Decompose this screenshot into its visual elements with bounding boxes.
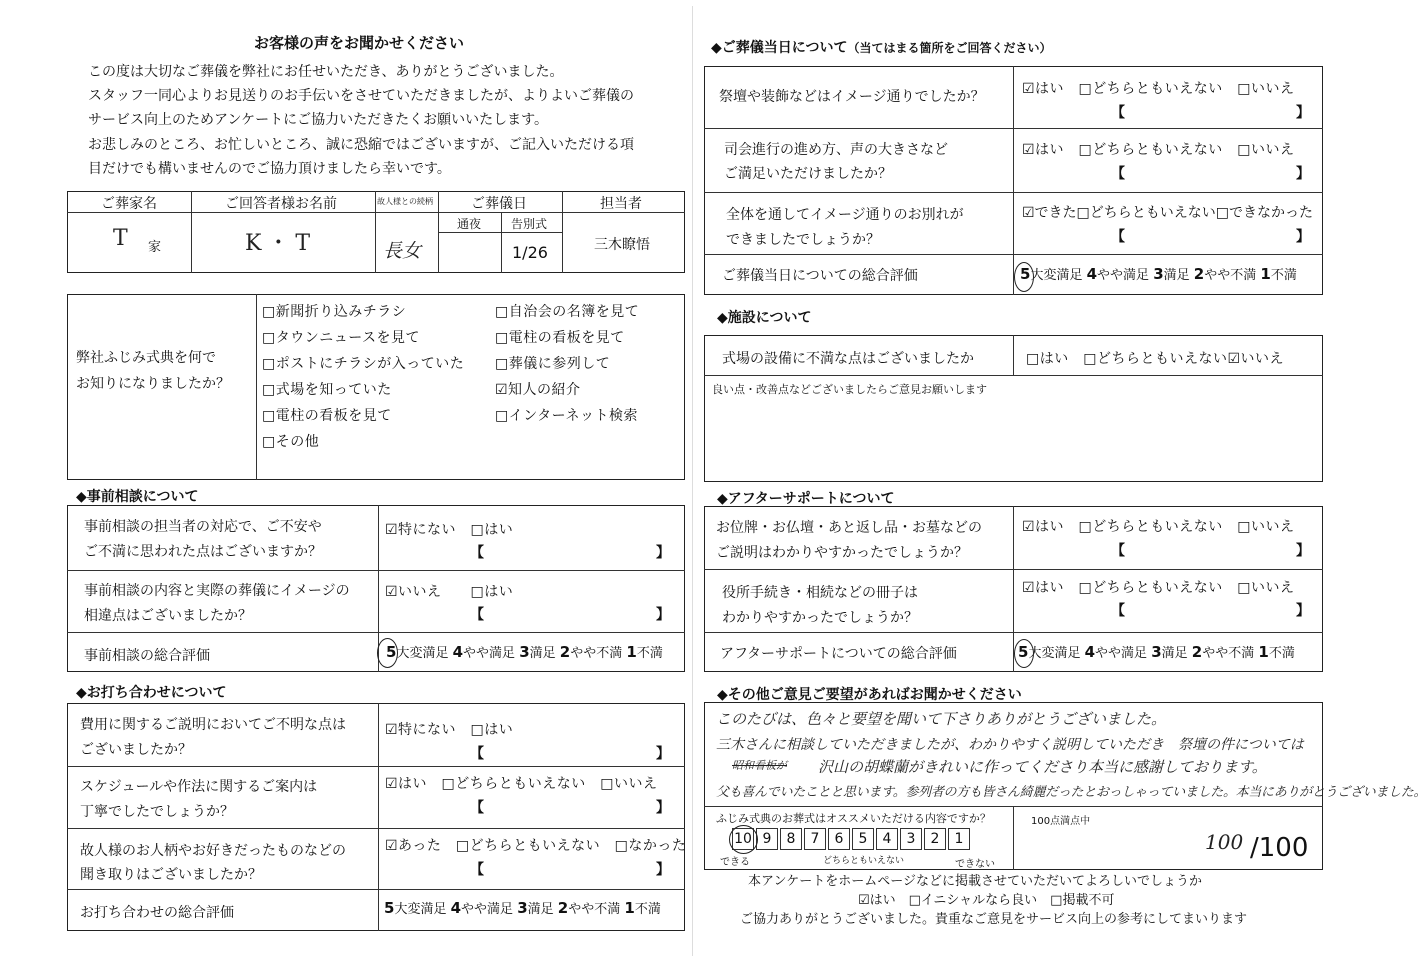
after-q2-options[interactable]: ☑はい □どちらともいえない □いいえ [1022, 580, 1295, 596]
day-q2: ご満足いただけましたか？ [724, 166, 892, 182]
score-label: 100点満点中 [1031, 816, 1091, 827]
relation-header: 故人様との続柄 [377, 197, 433, 206]
after-q2-comment-close: 】 [1296, 603, 1310, 619]
source-option[interactable]: □式場を知っていた [262, 382, 392, 398]
pre-rating-circle [377, 638, 398, 668]
meeting-q3: 故人様のお人柄やお好きだったものなどの [80, 843, 346, 859]
source-option[interactable]: □自治会の名簿を見て [495, 304, 640, 320]
day-q2-comment-open: 【 [1111, 166, 1125, 182]
after-q2: 役所手続き・相続などの冊子は [722, 585, 918, 601]
source-option[interactable]: □電柱の看板を見て [262, 408, 392, 424]
day-overall-rating[interactable]: 5大変満足 4やや満足 3満足 2やや不満 1不満 [1020, 265, 1297, 283]
meeting-q1: ございましたか？ [80, 742, 192, 758]
scale-cell[interactable]: 3 [900, 828, 922, 850]
day-q2: 司会進行の進め方、声の大きさなど [724, 142, 948, 158]
scale-cell[interactable]: 9 [756, 828, 778, 850]
day-q3-comment-open: 【 [1111, 229, 1125, 245]
after-q1-comment-close: 】 [1296, 543, 1310, 559]
meeting-q3-comment-close: 】 [656, 862, 670, 878]
day-overall-label: ご葬儀当日についての総合評価 [722, 268, 918, 284]
family-name-header: ご葬家名 [101, 196, 157, 212]
facility-heading: ◆施設について [717, 310, 812, 326]
pre-q2: 事前相談の内容と実際の葬儀にイメージの [84, 583, 350, 599]
respondent-header: ご回答者様お名前 [225, 196, 337, 212]
scale-mid-label: どちらともいえない [823, 856, 905, 866]
source-option[interactable]: □電柱の看板を見て [495, 330, 625, 346]
day-q1: 祭壇や装飾などはイメージ通りでしたか？ [719, 89, 985, 105]
handwritten-strikethrough: 昭和看板が [732, 759, 787, 772]
handwritten-comment: 沢山の胡蝶蘭がきれいに作ってくださり本当に感謝しております。 [818, 758, 1267, 776]
day-q1-comment-open: 【 [1111, 105, 1125, 121]
meeting-q1-comment-open: 【 [470, 746, 484, 762]
score-value[interactable]: 100 [1205, 830, 1244, 854]
scale-cell[interactable]: 1 [948, 828, 970, 850]
after-q1-options[interactable]: ☑はい □どちらともいえない □いいえ [1022, 519, 1295, 535]
pre-q2: 相違点はございましたか？ [84, 608, 252, 624]
day-heading: ◆ご葬儀当日について（当てはまる箇所をご回答ください） [711, 40, 1052, 56]
day-rating-circle [1014, 262, 1034, 292]
facility-comment-label: 良い点・改善点などございましたらご意見お願いします [712, 383, 987, 396]
source-question: 弊社ふじみ式典を何で [76, 350, 216, 366]
thanks-message: ご協力ありがとうございました。貴重なご意見をサービス向上の参考にしてまいります [740, 912, 1248, 927]
funeral-date-header: ご葬儀日 [471, 196, 527, 212]
handwritten-comment: 三木さんに相談していただきましたが、わかりやすく説明していただき 祭壇の件については [716, 737, 1304, 753]
page-fold [692, 6, 693, 956]
intro-line: サービス向上のためアンケートにご協力いただきたくお願いいたします。 [88, 112, 549, 128]
scale-low-label: できる [720, 857, 750, 868]
after-overall-label: アフターサポートについての総合評価 [720, 646, 957, 662]
meeting-q2-comment-close: 】 [656, 800, 670, 816]
meeting-q2: スケジュールや作法に関するご案内は [80, 779, 318, 795]
family-name-value: T [113, 226, 128, 251]
farewell-date-value: 1/26 [512, 243, 548, 262]
survey-title: お客様の声をお聞かせください [254, 34, 465, 52]
after-rating-circle [1014, 639, 1034, 668]
pre-q1: ご不満に思われた点はございますか？ [84, 544, 322, 560]
respondent-value: K・T [245, 231, 317, 256]
intro-line: 目だけでも構いませんのでご協力頂けましたら幸いです。 [88, 161, 451, 177]
pre-q2-comment-open: 【 [470, 607, 484, 623]
scale-cell[interactable]: 7 [804, 828, 826, 850]
pre-q1-comment-open: 【 [470, 545, 484, 561]
scale-cell[interactable]: 5 [852, 828, 874, 850]
handwritten-comment: 父も喜んでいたことと思います。参列者の方も皆さん綺麗だったとおっしゃっていました。本当にありがとうございました。 [716, 785, 1426, 800]
publish-question: 本アンケートをホームページなどに掲載させていただいてよろしいでしょうか [748, 874, 1202, 889]
meeting-q3-comment-open: 【 [470, 862, 484, 878]
day-q3: できましたでしょうか？ [726, 232, 880, 248]
meeting-overall-label: お打ち合わせの総合評価 [80, 905, 234, 921]
farewell-header: 告別式 [511, 217, 548, 231]
score-total: /100 [1250, 833, 1309, 863]
source-option[interactable]: □新聞折り込みチラシ [262, 304, 407, 320]
pre-consultation-heading: ◆事前相談について [76, 489, 199, 505]
after-q1-comment-open: 【 [1111, 543, 1125, 559]
scale-cell[interactable]: 6 [828, 828, 850, 850]
scale-cell[interactable]: 8 [780, 828, 802, 850]
after-q2-comment-open: 【 [1111, 603, 1125, 619]
scale-cell[interactable]: 2 [924, 828, 946, 850]
pre-q1: 事前相談の担当者の対応で、ご不安や [84, 519, 322, 535]
scale-cell[interactable]: 10 [732, 828, 754, 850]
pre-q1-comment-close: 】 [656, 545, 670, 561]
source-option[interactable]: □インターネット検索 [495, 408, 638, 424]
after-q2: わかりやすかったでしょうか？ [722, 610, 918, 626]
pre-overall-label: 事前相談の総合評価 [84, 648, 210, 664]
meeting-q1: 費用に関するご説明においてご不明な点は [80, 717, 346, 733]
source-question: お知りになりましたか？ [76, 376, 230, 392]
day-q1-options[interactable]: ☑はい □どちらともいえない □いいえ [1022, 81, 1295, 97]
scale-high-label: できない [955, 859, 995, 870]
source-option[interactable]: □その他 [262, 434, 320, 450]
pre-q2-comment-close: 】 [656, 607, 670, 623]
meeting-heading: ◆お打ち合わせについて [76, 685, 227, 701]
day-q3-comment-close: 】 [1296, 229, 1310, 245]
meeting-overall-rating[interactable]: 5大変満足 4やや満足 3満足 2やや不満 1不満 [384, 899, 661, 917]
publish-options[interactable]: ☑はい □イニシャルなら良い □掲載不可 [858, 893, 1115, 908]
wake-header: 通夜 [457, 217, 482, 231]
staff-header: 担当者 [600, 196, 642, 212]
meeting-q1-options[interactable]: ☑特にない □はい [385, 722, 514, 738]
after-q1: お位牌・お仏壇・あと返し品・お墓などの [716, 520, 982, 536]
other-heading: ◆その他ご意見ご要望があればお聞かせください [717, 687, 1022, 703]
intro-line: お悲しみのところ、お忙しいところ、誠に恐縮ではございますが、ご記入いただける項 [88, 137, 634, 153]
pre-q1-options[interactable]: ☑特にない □はい [385, 522, 514, 538]
after-support-heading: ◆アフターサポートについて [717, 491, 895, 507]
scale-selected-circle [729, 825, 758, 854]
meeting-q2: 丁寧でしたでしょうか？ [80, 804, 234, 820]
handwritten-comment: このたびは、色々と要望を聞いて下さりありがとうございました。 [716, 710, 1167, 728]
intro-line: スタッフ一同心よりお見送りのお手伝いをさせていただきましたが、よりよいご葬儀の [88, 88, 634, 104]
source-option[interactable]: □葬儀に参列して [495, 356, 611, 372]
meeting-q1-comment-close: 】 [656, 746, 670, 762]
source-option[interactable]: □タウンニュースを見て [262, 330, 421, 346]
after-q1: ご説明はわかりやすかったでしょうか？ [716, 545, 968, 561]
meeting-q2-options[interactable]: ☑はい □どちらともいえない □いいえ [385, 776, 658, 792]
pre-overall-rating[interactable]: 5大変満足 4やや満足 3満足 2やや不満 1不満 [386, 643, 663, 661]
after-overall-rating[interactable]: 5大変満足 4やや満足 3満足 2やや不満 1不満 [1018, 643, 1295, 661]
info-table [67, 191, 685, 273]
relation-value: 長女 [383, 240, 422, 262]
meeting-q2-comment-open: 【 [470, 800, 484, 816]
staff-value: 三木瞭悟 [594, 237, 650, 253]
family-suffix: 家 [148, 240, 162, 255]
facility-q1-options[interactable]: □はい □どちらともいえない☑いいえ [1026, 351, 1285, 367]
meeting-q3-options[interactable]: ☑あった □どちらともいえない □なかった [385, 838, 687, 854]
source-option[interactable]: ☑知人の紹介 [495, 382, 581, 398]
day-q2-options[interactable]: ☑はい □どちらともいえない □いいえ [1022, 142, 1295, 158]
recommend-label: ふじみ式典のお葬式はオススメいただける内容ですか？ [716, 812, 991, 825]
facility-comment-area[interactable] [706, 397, 1320, 479]
day-q2-comment-close: 】 [1296, 166, 1310, 182]
day-q3: 全体を通してイメージ通りのお別れが [726, 207, 964, 223]
source-option[interactable]: □ポストにチラシが入っていた [262, 356, 465, 372]
day-q3-options[interactable]: ☑できた□どちらともいえない□できなかった [1022, 205, 1314, 221]
facility-q1: 式場の設備に不満な点はございましたか [722, 351, 974, 367]
day-q1-comment-close: 】 [1296, 105, 1310, 121]
intro-line: この度は大切なご葬儀を弊社にお任せいただき、ありがとうございました。 [88, 64, 564, 80]
scale-cell[interactable]: 4 [876, 828, 898, 850]
pre-q2-options[interactable]: ☑いいえ □はい [385, 584, 514, 600]
meeting-q3: 聞き取りはございましたか？ [80, 867, 262, 883]
